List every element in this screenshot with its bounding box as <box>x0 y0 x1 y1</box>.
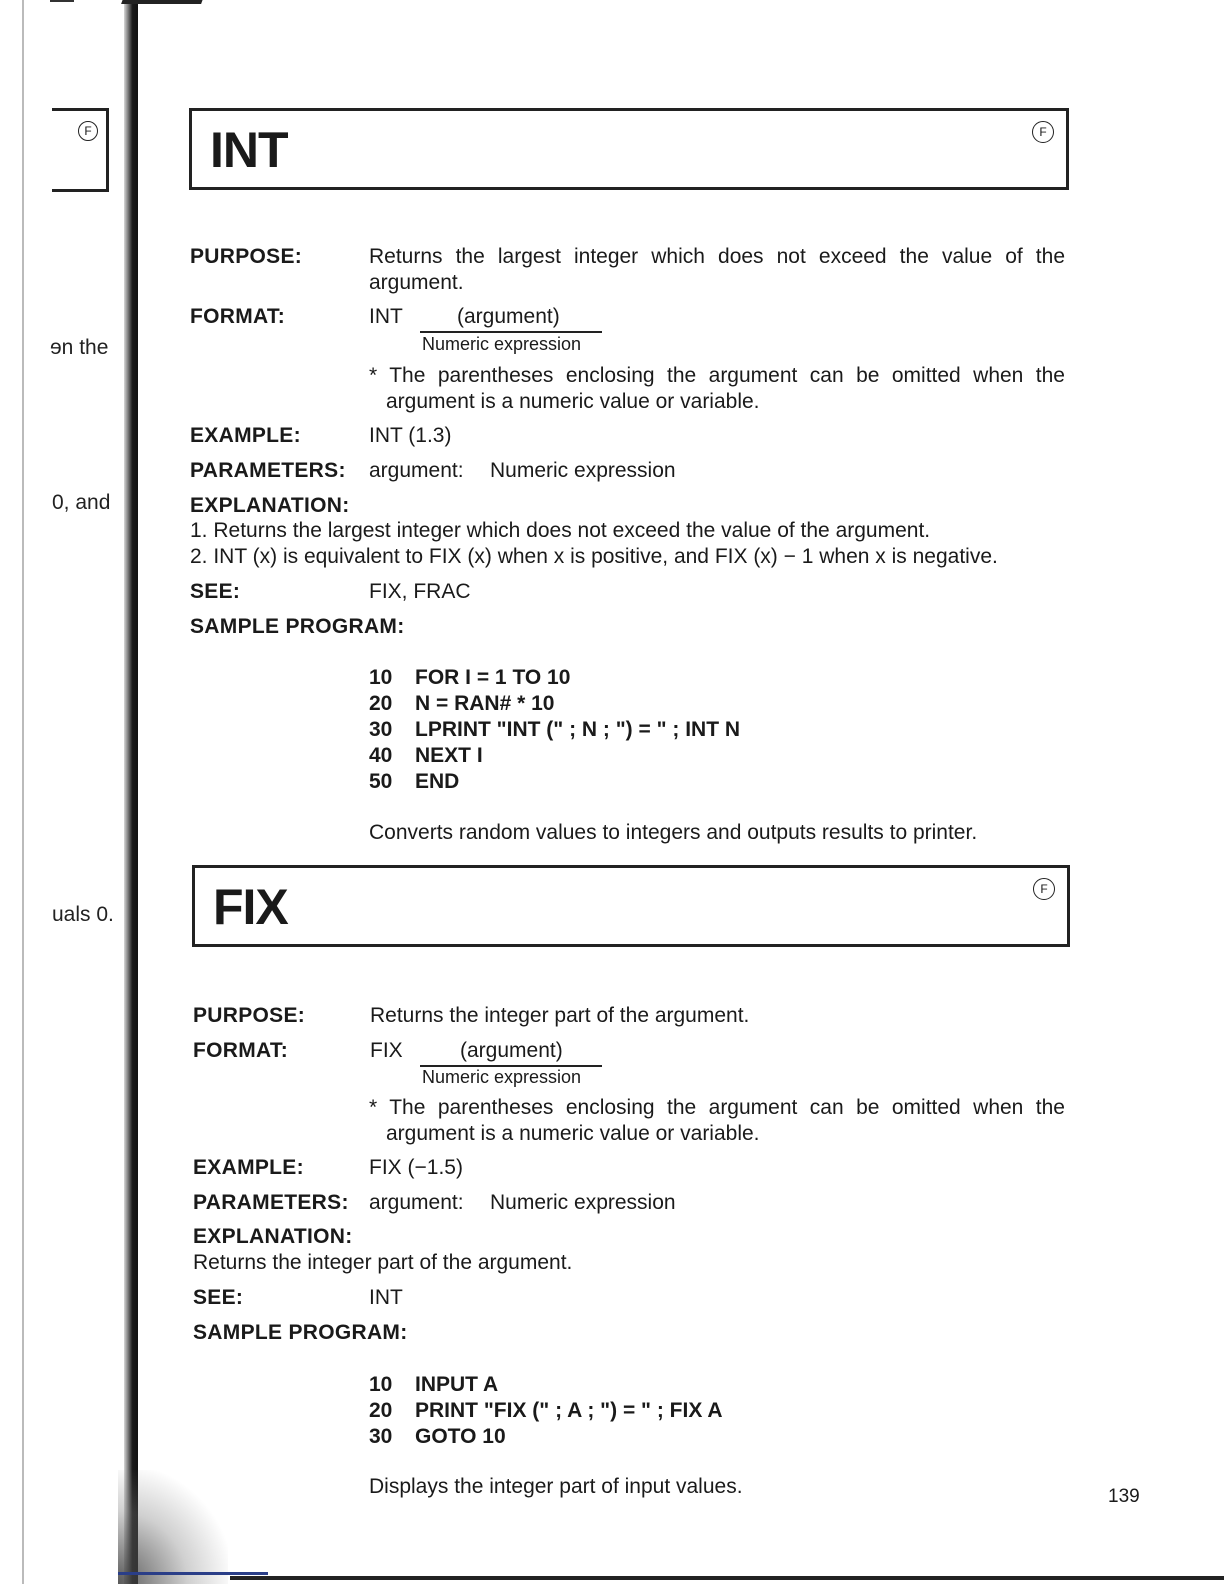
parameter-name: argument: <box>369 459 464 482</box>
format-argument-description: Numeric expression <box>422 334 582 354</box>
previous-page-title-box <box>52 108 109 192</box>
format-argument: (argument) <box>457 305 560 328</box>
program-line <box>369 1372 498 1398</box>
explanation-item: 2. INT (x) is equivalent to FIX (x) when x is positive, and FIX (x) − 1 when x is negative. <box>190 545 998 568</box>
f-mode-icon: F <box>1032 121 1054 143</box>
bottom-rule-accent <box>118 1572 268 1575</box>
int-title: INT <box>210 122 288 178</box>
program-line <box>369 1398 723 1424</box>
see-label: SEE: <box>190 580 241 603</box>
line-code: N = RAN# * 10 <box>415 692 555 715</box>
binding-shadow <box>124 0 138 1584</box>
explanation-label: EXPLANATION: <box>193 1225 353 1248</box>
parameter-name: argument: <box>369 1191 464 1214</box>
margin-fragment: uals 0. <box>52 903 114 926</box>
program-line <box>369 1424 506 1450</box>
explanation-item: Returns the integer part of the argument. <box>193 1251 573 1274</box>
line-number: 30 <box>369 718 393 741</box>
binding-bottom-shadow <box>118 1470 228 1584</box>
program-line <box>369 769 459 795</box>
page-number: 139 <box>1108 1486 1140 1507</box>
program-note: Converts random values to integers and outputs results to printer. <box>369 821 978 844</box>
purpose-label: PURPOSE: <box>193 1004 306 1027</box>
f-mode-icon: F <box>1033 878 1055 900</box>
line-code: INPUT A <box>415 1373 499 1396</box>
page-edge <box>22 0 24 1584</box>
program-line <box>369 665 570 691</box>
fix-title: FIX <box>213 879 288 935</box>
margin-fragment: 0, and <box>52 491 111 514</box>
see-text: FIX, FRAC <box>369 580 471 603</box>
sample-program-label: SAMPLE PROGRAM: <box>193 1321 408 1344</box>
example-label: EXAMPLE: <box>193 1156 304 1179</box>
see-label: SEE: <box>193 1286 244 1309</box>
format-note: * The parentheses enclosing the argument can be omitted when the argument is a numeric value or variable. <box>369 1096 1065 1145</box>
sample-program-label: SAMPLE PROGRAM: <box>190 615 405 638</box>
program-line <box>369 717 740 743</box>
see-text: INT <box>369 1286 403 1309</box>
explanation-item: 1. Returns the largest integer which does not exceed the value of the argument. <box>190 519 931 542</box>
format-command: FIX <box>370 1039 403 1062</box>
program-note: Displays the integer part of input values. <box>369 1475 743 1498</box>
parameter-description: Numeric expression <box>490 1191 676 1214</box>
format-argument-description: Numeric expression <box>422 1067 582 1087</box>
program-line <box>369 743 483 769</box>
line-number: 40 <box>369 744 393 767</box>
line-code: PRINT "FIX (" ; A ; ") = " ; FIX A <box>415 1399 723 1422</box>
format-label: FORMAT: <box>193 1039 289 1062</box>
line-number: 10 <box>369 666 393 689</box>
explanation-label: EXPLANATION: <box>190 494 350 517</box>
purpose-text: Returns the integer part of the argument. <box>370 1004 750 1027</box>
format-underline <box>420 331 602 333</box>
bottom-rule <box>230 1576 1224 1580</box>
line-number: 50 <box>369 770 393 793</box>
program-line <box>369 691 554 717</box>
line-code: END <box>415 770 460 793</box>
f-mode-icon: F <box>78 121 98 141</box>
purpose-label: PURPOSE: <box>190 245 303 268</box>
fix-title-box <box>192 865 1070 947</box>
parameter-description: Numeric expression <box>490 459 676 482</box>
scan-mark <box>50 0 74 2</box>
example-text: INT (1.3) <box>369 424 452 447</box>
line-code: LPRINT "INT (" ; N ; ") = " ; INT N <box>415 718 741 741</box>
format-argument: (argument) <box>460 1039 563 1062</box>
format-label: FORMAT: <box>190 305 286 328</box>
format-note: * The parentheses enclosing the argument can be omitted when the argument is a numeric value or variable. <box>369 364 1065 413</box>
format-command: INT <box>369 305 403 328</box>
line-code: GOTO 10 <box>415 1425 506 1448</box>
margin-fragment: ɘn the <box>50 336 109 359</box>
parameters-label: PARAMETERS: <box>193 1191 349 1214</box>
parameters-label: PARAMETERS: <box>190 459 346 482</box>
line-number: 10 <box>369 1373 393 1396</box>
example-label: EXAMPLE: <box>190 424 301 447</box>
int-title-box <box>189 108 1069 190</box>
line-number: 20 <box>369 1399 393 1422</box>
line-code: NEXT I <box>415 744 483 767</box>
line-code: FOR I = 1 TO 10 <box>415 666 571 689</box>
example-text: FIX (−1.5) <box>369 1156 463 1179</box>
line-number: 30 <box>369 1425 393 1448</box>
line-number: 20 <box>369 692 393 715</box>
binding-top <box>117 0 202 14</box>
purpose-text: Returns the largest integer which does not exceed the value of the argument. <box>369 245 1065 294</box>
